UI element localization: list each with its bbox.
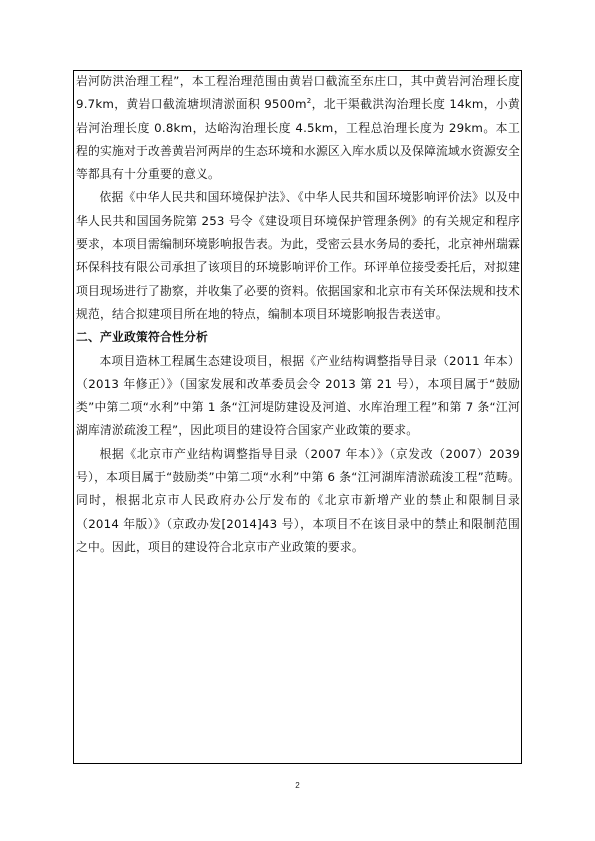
document-body (76, 70, 520, 559)
paragraph-legal-basis: 依据《中华人民共和国环境保护法》、《中华人民共和国环境影响评价法》以及中华人民共和国国务院第 253 号令《建设项目环境保护管理条例》的有关规定和程序要求，本项目需编制环境影响报告表。为此，受密云县水务局的委托，北京神州瑞霖环保科技有限公司承担了该项目的环境影响评价工作。环评单位接受委托后，对拟建项目现场进行了勘察，并收集了必要的资料。依据国家和北京市有关环保法规和技术规范，结合拟建项目所在地的特点，编制本项目环境影响报告表送审。 (76, 190, 520, 321)
paragraph-project-overview (76, 70, 520, 186)
paragraph-beijing-policy: 根据《北京市产业结构调整指导目录（2007 年本）》（京发改（2007）2039 号），本项目属于“鼓励类”中第二项“水利”中第 6 条“江河湖库清淤疏浚工程”范畴。同时，根据北京市人民政府办公厅发布的《北京市新增产业的禁止和限制目录（2014 年版）》（京政办发[2014]43 号），本项目不在该目录中的禁止和限制范围之中。因此，项目的建设符合北京市产业政策的要求。 (76, 446, 520, 554)
paragraph-project-overview-text: 岩河防洪治理工程”，本工程治理范围由黄岩口截流至东庄口，其中黄岩河治理长度 9.7km，黄岩口截流塘坝清淤面积 9500m (76, 74, 520, 112)
paragraph-project-overview-tail: ，北干渠截洪沟治理长度 14km，小黄岩河治理长度 0.8km，达峪沟治理长度 4.5km，工程总治理长度为 29km。本工程的实施对于改善黄岩河两岸的生态环境和水源区入库水质以及保障流域水资源安全等都具有十分重要的意义。 (76, 97, 520, 182)
section-title-industrial-policy: 二、产业政策符合性分析 (76, 330, 208, 345)
paragraph-national-policy: 本项目造林工程属生态建设项目，根据《产业结构调整指导目录（2011 年本）（2013 年修正）》（国家发展和改革委员会令 2013 第 21 号），本项目属于“鼓励类”中第二项“水利”中第 1 条“江河堤防建设及河道、水库治理工程”和第 7 条“江河湖库清淤疏浚工程”，因此项目的建设符合国家产业政策的要求。 (76, 353, 520, 438)
superscript-area-unit: 2 (306, 97, 312, 106)
page-number: 2 (295, 781, 300, 790)
